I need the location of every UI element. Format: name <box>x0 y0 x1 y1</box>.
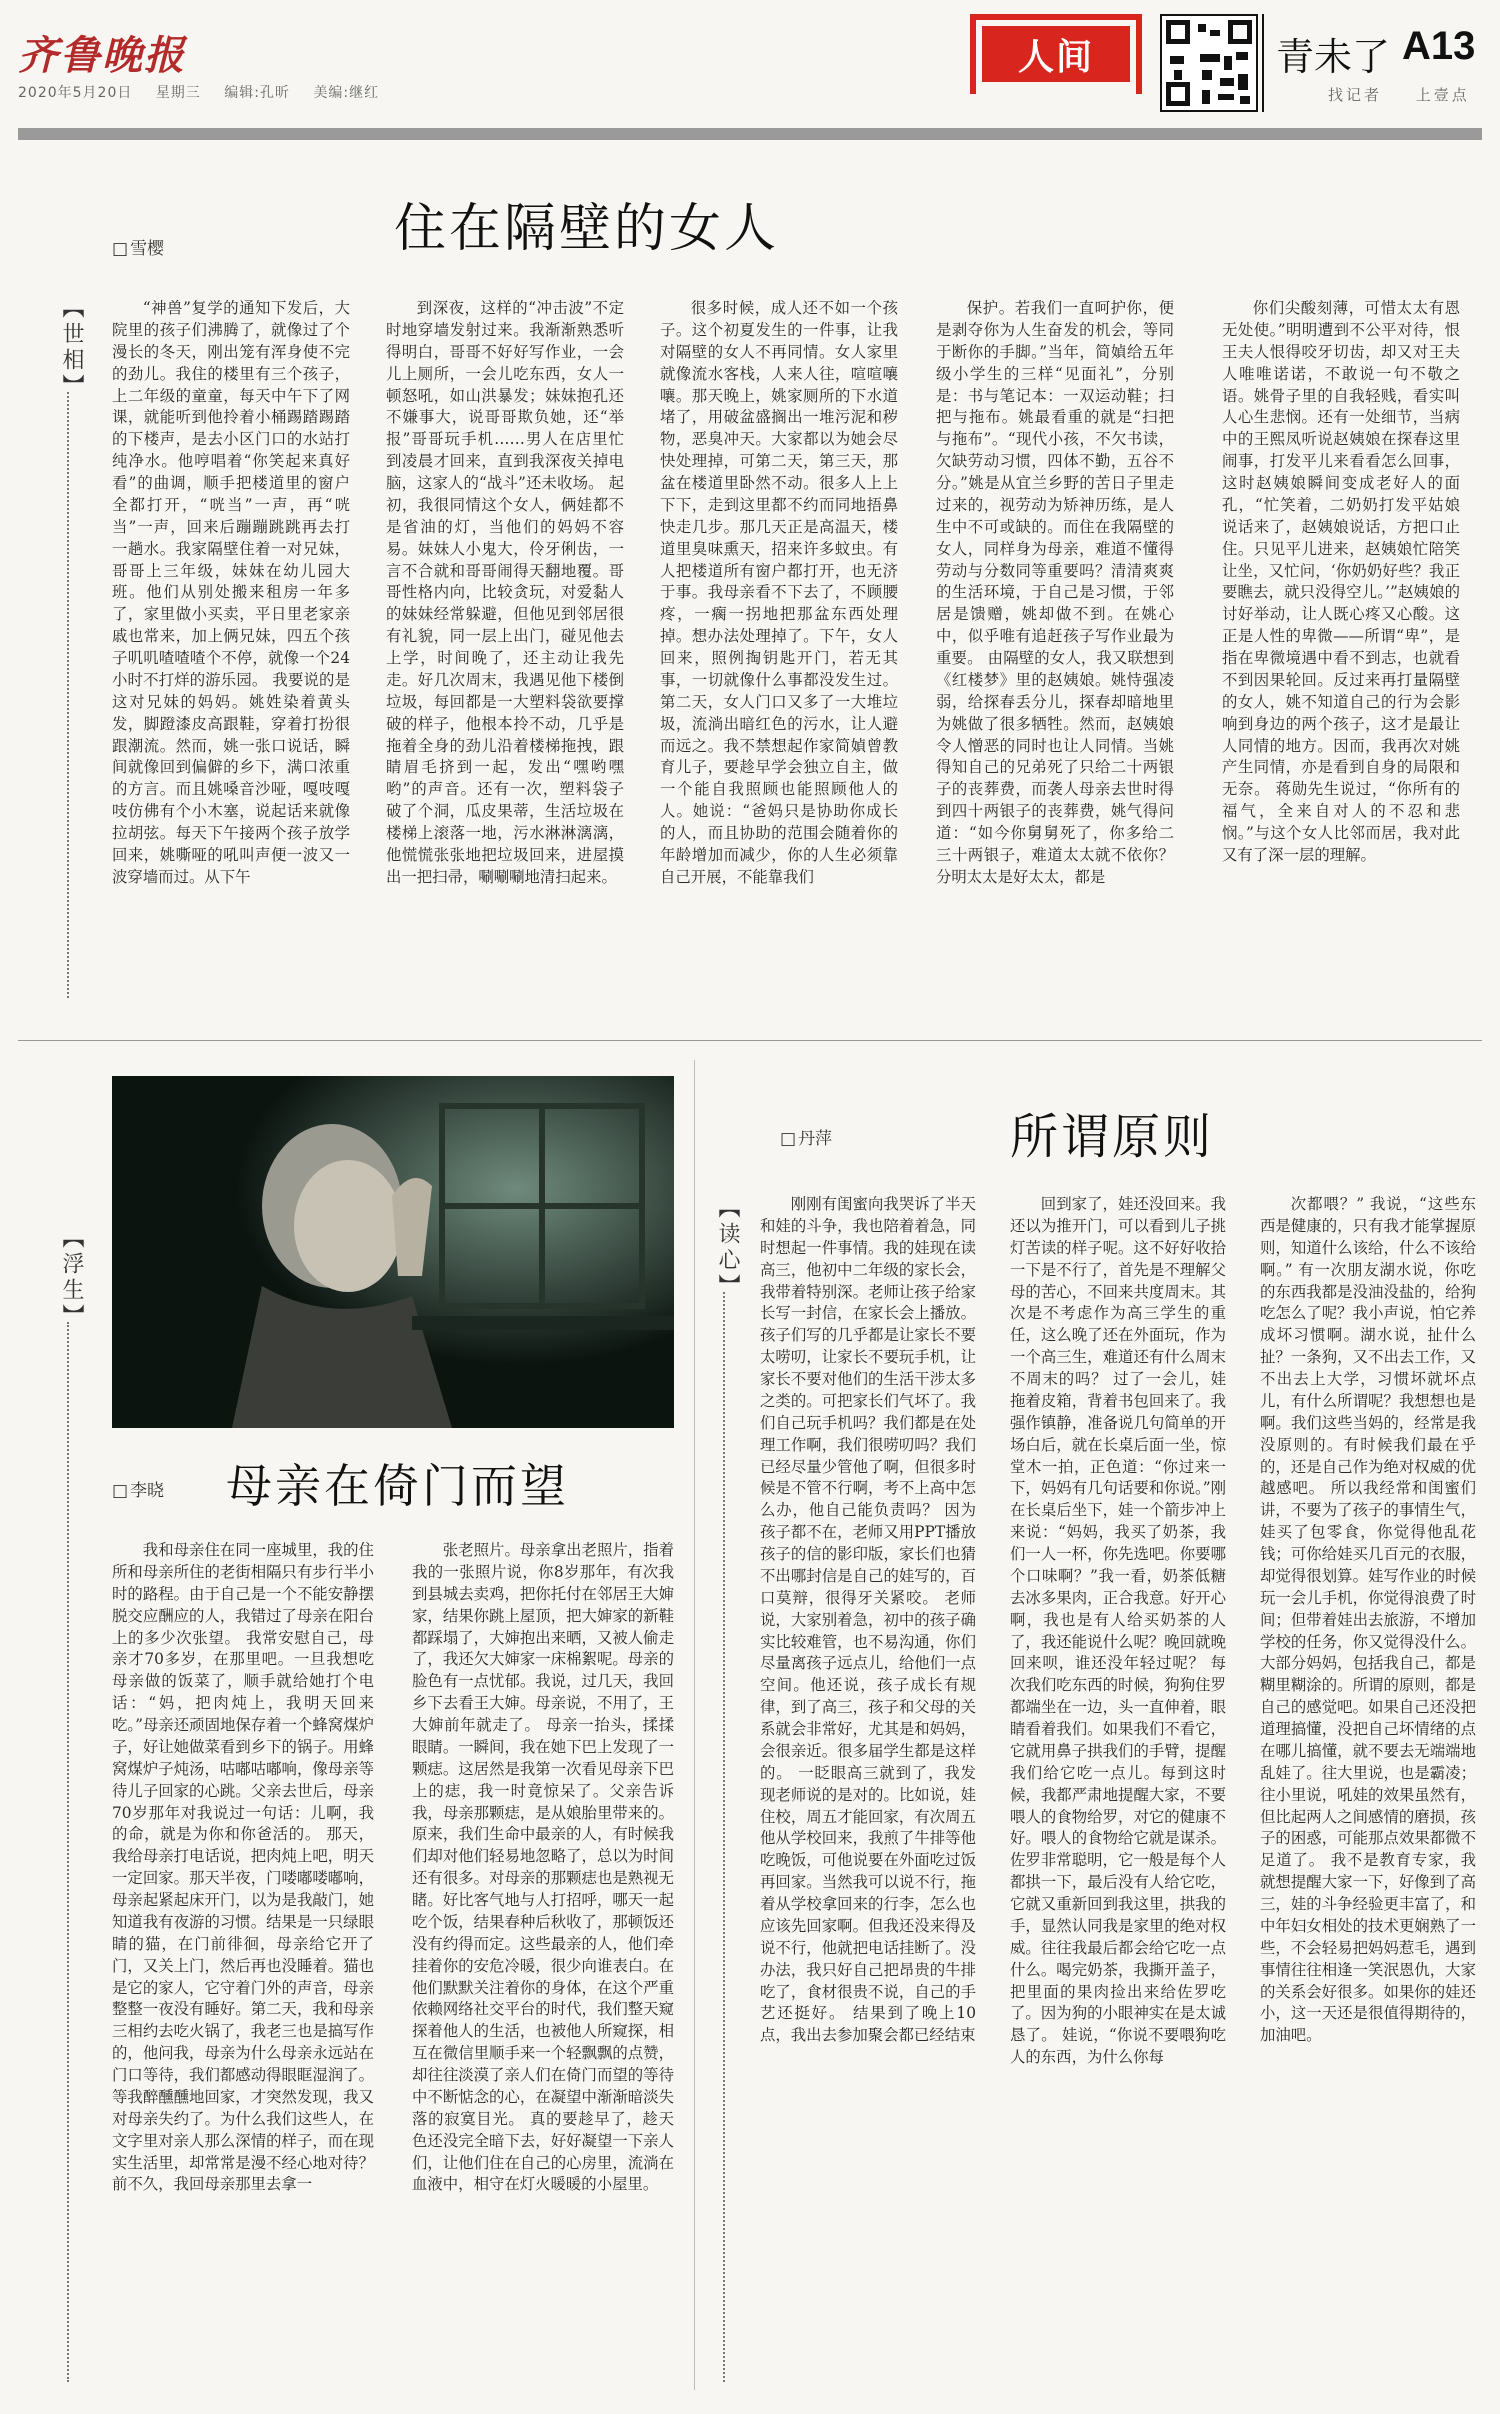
issue-date: 2020年5月20日 <box>18 85 133 101</box>
article3-text: 次都喂？” 我说，“这些东西是健康的，只有我才能掌握原则，知道什么该给，什么不该给啊。” 有一次朋友湖水说，你吃的东西我都是没油没盐的，给狗吃怎么了呢？我小声说，怕它养成坏习惯啊。湖水说，扯什么扯？一条狗，又不出去工作，又不出去上大学，习惯坏就坏点儿，有什么所谓呢？我想想也是啊。我们这些当妈的，经常是我没原则的。有时候我们最在乎的，还是自己作为绝对权威的优越感吧。 所以我经常和闺蜜们讲，不要为了孩子的事情生气，娃买了包零食，你觉得他乱花钱；可你给娃买几百元的衣服，却觉得很划算。娃写作业的时候玩一会儿手机，你觉得浪费了时间；但带着娃出去旅游，不增加学校的任务，你又觉得没什么。 大部分妈妈，包括我自己，都是糊里糊涂的。所谓的原则，都是自己的感觉吧。如果自己还没把道理搞懂，没把自己坏情绪的点在哪儿搞懂，就不要去无端端地乱娃了。往大里说，也是霸凌；往小里说，吼娃的效果虽然有，但比起两人之间感情的磨损，孩子的困惑，可能那点效果都微不足道了。 我不是教育专家，我就想提醒大家一下，好像到了高三，娃的斗争经验更丰富了，和中年妇女相处的技术更娴熟了一些，不会轻易把妈妈惹毛，遇到事情往往相逢一笑泯恩仇，大家的关系会好很多。如果你的娃还小，这一天还是很值得期待的，加油吧。 <box>1260 1195 1476 2045</box>
article3-text: 刚刚有闺蜜向我哭诉了半天和娃的斗争，我也陪着着急，同时想起一件事情。我的娃现在读高三，他初中二年级的家长会，我带着特别深。老师让孩子给家长写一封信，在家长会上播放。孩子们写的几乎都是让家长不要太唠叨，让家长不要玩手机，让家长不要对他们的生活干涉太多之类的。可把家长们气坏了。我们自己玩手机吗？我们都是在处理工作啊，我们很唠叨吗？我们已经尽量少管他了啊，但很多时候是不管不行啊，考不上高中怎么办，他自己能负责吗？ 因为孩子都不在，老师又用PPT播放孩子的信的影印版，家长们也猜不出哪封信是自己的娃写的，百口莫辩，很得牙关紧咬。 老师说，大家别着急，初中的孩子确实比较难管，也不易沟通，你们尽量离孩子远点儿，给他们一点空间。他还说，孩子成长有规律，到了高三，孩子和父母的关系就会非常好，尤其是和妈妈，会很亲近。很多届学生都是这样的。 一眨眼高三就到了，我发现老师说的是对的。比如说，娃住校，周五才能回家，有次周五他从学校回来，我煎了牛排等他吃晚饭，可他说要在外面吃过饭再回家。当然我可以说不行，拖着从学校拿回来的行李，怎么也应该先回家啊。但我还没来得及说不行，他就把电话挂断了。没办法，我只好自己把昂贵的牛排吃了，食材很贵不说，自己的手艺还挺好。 结果到了晚上10点，我出去参加聚会都已经结束 <box>760 1195 976 2045</box>
article2-tag-rule <box>67 1322 69 2382</box>
header-divider <box>1262 14 1264 112</box>
article3-text: 回到家了，娃还没回来。我还以为推开门，可以看到儿子挑灯苦读的样子呢。这不好好收拾一下是不行了，首先是不理解父母的苦心，不回来共度周末。其次是不考虑作为高三学生的重任，这么晚了还在外面玩，作为一个高三生，难道还有什么周末不周末的吗？ 过了一会儿，娃拖着皮箱，背着书包回来了。我强作镇静，准备说几句简单的开场白后，就在长桌后面一坐，惊堂木一拍，正色道：“你过来一下，妈妈有几句话要和你说。”刚在长桌后坐下，娃一个箭步冲上来说：“妈妈，我买了奶茶，我们一人一杯，你先选吧。你要哪个口味啊？”我一看，奶茶低糖去冰多果肉，正合我意。好开心啊，我也是有人给买奶茶的人了，我还能说什么呢？晚回就晚回来呗，谁还没年轻过呢？ 每次我们吃东西的时候，狗狗住罗都端坐在一边，头一直伸着，眼睛看着我们。如果我们不看它，它就用鼻子拱我们的手臂，提醒我们给它吃一点儿。每到这时候，我都严肃地提醒大家，不要喂人的食物给罗，对它的健康不好。喂人的食物给它就是谋杀。佐罗非常聪明，它一般是每个人都拱一下，最后没有人给它吃，它就又重新回到我这里，拱我的手，显然认同我是家里的绝对权威。往往我最后都会给它吃一点什么。喝完奶茶，我撕开盖子，把里面的果肉捡出来给佐罗吃了。因为狗的小眼神实在是太诚恳了。 娃说，“你说不要喂狗吃人的东西，为什么你每 <box>1010 1195 1226 2067</box>
reporter-label: 找记者 <box>1328 86 1383 104</box>
article1-byline: □ 雪樱 <box>112 234 164 259</box>
header-bar <box>18 128 1482 140</box>
article3-title: 所谓原则 <box>1010 1109 1215 1165</box>
newspaper-masthead: 齐鲁晚报 <box>18 32 186 79</box>
article1-text: 到深夜，这样的“冲击波”不定时地穿墙发射过来。我渐渐熟悉听得明白，哥哥不好好写作业，一会儿上厕所，一会儿吃东西，女人一顿怒吼，如山洪暴发；妹妹抱孔还不嫌事大，说哥哥欺负她，还“举报”哥哥玩手机……男人在店里忙到凌晨才回来，直到我深夜关掉电脑，这家人的“战斗”还未收场。 起初，我很同情这个女人，俩娃都不是省油的灯，当他们的妈妈不容易。妹妹人小鬼大，伶牙俐齿，一言不合就和哥哥闹得天翻地覆。哥哥性格内向，比较贪玩，对爱黏人的妹妹经常躲避，但他见到邻居很有礼貌，同一层上出门，碰见他去上学，时间晚了，还主动让我先走。好几次周末，我遇见他下楼倒垃圾，每回都是一大塑料袋欲要撑破的样子，他根本拎不动，几乎是拖着全身的劲儿沿着楼梯拖拽，跟睛眉毛挤到一起，发出“嘿哟嘿哟”的声音。还有一次，塑料袋子破了个洞，瓜皮果蒂，生活垃圾在楼梯上滚落一地，污水淋淋漓漓，他慌慌张张地把垃圾回来，进屋摸出一把扫帚，唰唰唰地清扫起来。 <box>386 299 624 886</box>
article1-column-2 <box>386 298 624 1010</box>
page-name: 青未了 <box>1276 35 1391 79</box>
article1-text: 保护。若我们一直呵护你，便是剥夺你为人生奋发的机会，等同于断你的手脚。”当年，简媜给五年级小学生的三样“见面礼”，分别是：书与笔记本：一双运动鞋；扫把与拖布。姚最看重的就是“扫把与拖布”。“现代小孩，不欠书读，欠缺劳动习惯，四体不勤，五谷不分。”姚是从宜兰乡野的苦日子里走过来的，视劳动为矫神历练，是人生中不可或缺的。而住在我隔壁的女人，同样身为母亲，难道不懂得劳动与分数同等重要吗？清清爽爽的生活环境，于自己是习惯，于邻居是馈赠，姚却做不到。在姚心中，似乎唯有追赶孩子写作业最为重要。 由隔壁的女人，我又联想到《红楼梦》里的赵姨娘。姚恃强凌弱，给探春丢分儿，探春却暗地里为姚做了很多牺牲。然而，赵姨娘令人憎恶的同时也让人同情。当姚得知自己的兄弟死了只给二十两银子的丧葬费，而袭人母亲去世时得到四十两银子的丧葬费，姚气得问道：“如今你舅舅死了，你多给二三十两银子，难道太太就不依你？分明太太是好太太，都是 <box>936 299 1174 886</box>
article2-title: 母亲在倚门而望 <box>226 1459 569 1513</box>
section-tag: 人间 <box>982 26 1130 82</box>
article2-photo <box>112 1076 674 1428</box>
issue-weekday: 星期三 <box>155 85 201 101</box>
article1-tag-rule <box>67 392 69 998</box>
article3-column-3 <box>1260 1194 1476 2390</box>
article2-column-2 <box>412 1540 674 2390</box>
article1-text: 很多时候，成人还不如一个孩子。这个初夏发生的一件事，让我对隔壁的女人不再同情。女人家里就像流水客栈，人来人往，喧喧嚷嚷。那天晚上，姚家厕所的下水道堵了，用破盆盛搁出一堆污泥和秽物，恶臭冲天。大家都以为她会尽快处理掉，可第二天，第三天，那盆在楼道里卧然不动。很多人上上下下，走到这里都不约而同地捂鼻快走几步。那几天正是高温天，楼道里臭味熏天，招来许多蚊虫。有人把楼道所有窗户都打开，也无济于事。我母亲看不下去了，不顾腰疼，一瘸一拐地把那盆东西处理掉。想办法处理掉了。下午，女人回来，照例掏钥匙开门，若无其事，一切就像什么事都没发生过。 第二天，女人门口又多了一大堆垃圾，流淌出暗红色的污水，让人避而远之。我不禁想起作家简媜曾教育儿子，要趁早学会独立自主，做一个能自我照顾也能照顾他人的人。她说：“爸妈只是协助你成长的人，而且协助的范围会随着你的年龄增加而减少，你的人生必须靠自己开展，不能靠我们 <box>660 299 898 886</box>
dateline <box>18 82 397 102</box>
article1-column-4 <box>936 298 1174 1010</box>
article3-byline: □ 丹萍 <box>780 1124 832 1149</box>
article3-column-2 <box>1010 1194 1226 2390</box>
page-number: A13 <box>1402 24 1476 68</box>
article1-column-tag: 【 世相 】 <box>56 296 87 400</box>
article2-text: 张老照片。母亲拿出老照片，指着我的一张照片说，你8岁那年，有次我到县城去卖鸡，把你托付在邻居王大婶家，结果你跳上屋顶，把大婶家的新鞋都踩塌了，大婶抱出来晒，又被人偷走了，我还欠大婶家一床棉絮呢。母亲的脸色有一点忧郁。我说，过几天，我回乡下去看王大婶。母亲说，不用了，王大婶前年就走了。 母亲一抬头，揉揉眼睛。一瞬间，我在她下巴上发现了一颗痣。这居然是我第一次看见母亲下巴上的痣，我一时竟惊呆了。父亲告诉我，母亲那颗痣，是从娘胎里带来的。原来，我们生命中最亲的人，有时候我们却对他们轻易地忽略了，总以为时间还有很多。对母亲的那颗痣也是熟视无睹。好比客气地与人打招呼，哪天一起吃个饭，结果春种后秋收了，那顿饭还没有约得而定。这些最亲的人，他们牵挂着你的安危冷暖，很少向谁表白。在他们默默关注着你的身体，在这个严重依赖网络社交平台的时代，我们整天窥探着他人的生活，也被他人所窥探，相互在微信里顺手来一个轻飘飘的点赞，却往往淡漠了亲人们在倚门而望的等待中不断惦念的心，在凝望中渐渐暗淡失落的寂寞目光。 真的要趁早了，趁天色还没完全暗下去，好好凝望一下亲人们，让他们住在自己的心房里，流淌在血液中，相守在灯火暖暖的小屋里。 <box>412 1541 674 2194</box>
section-divider <box>18 1040 1482 1041</box>
article1-column-3 <box>660 298 898 1010</box>
article1-title: 住在隔壁的女人 <box>394 199 780 259</box>
article1-text: 你们尖酸刻薄，可惜太太有恩无处使。”明明遭到不公平对待，恨王夫人恨得咬牙切齿，却又对王夫人唯唯诺诺，不敢说一句不敬之语。姚骨子里的自我轻贱，看实叫人心生悲悯。还有一处细节，当病中的王熙凤听说赵姨娘在探春这里闹事，打发平儿来看看怎么回事，这时赵姨娘瞬间变成老好人的面孔，“忙笑着，二奶奶打发平姑娘说话来了，赵姨娘说话，方把口止住。只见平儿进来，赵姨娘忙陪笑让坐，又忙问，‘你奶奶好些？我正要瞧去，就只没得空儿。’”赵姨娘的讨好举动，让人既心疼又心酸。这正是人性的卑微——所谓“卑”，是指在卑微境遇中看不到志，也就看不到因果轮回。反过来再打量隔壁的女人，姚不知道自己的行为会影响到身边的两个孩子，这才是最让人同情的地方。因而，我再次对姚产生同情，亦是看到自身的局限和无奈。 蒋勋先生说过，“你所有的福气，全来自对人的不忍和悲悯。”与这个女人比邻而居，我对此又有了深一层的理解。 <box>1222 299 1460 864</box>
article1-text: “神兽”复学的通知下发后，大院里的孩子们沸腾了，就像过了个漫长的冬天，刚出笼有浑身使不完的劲儿。我住的楼里有三个孩子，上二年级的童童，每天中午下了网课，就能听到他拎着小桶踢踏踢踏的下楼声，是去小区门口的水站打纯净水。他哼唱着“你笑起来真好看”的曲调，顺手把楼道里的窗户全都打开，“咣当”一声，再“咣当”一声，回来后蹦蹦跳跳再去打一趟水。我家隔壁住着一对兄妹，哥哥上三年级，妹妹在幼儿园大班。他们从别处搬来租房一年多了，家里做小买卖，平日里老家亲戚也常来，加上俩兄妹，四五个孩子叽叽喳喳喳个不停，就像一个24小时不打烊的游乐园。 我要说的是这对兄妹的妈妈。姚姓染着黄头发，脚蹬漆皮高跟鞋，穿着打扮很跟潮流。然而，姚一张口说话，瞬间就像回到偏僻的乡下，满口浓重的方言。而且姚嗓音沙哑，嘎吱嘎吱仿佛有个小木塞，说起话来就像拉胡弦。每天下午接两个孩子放学回来，姚嘶哑的吼叫声便一波又一波穿墙而过。从下午 <box>112 299 350 886</box>
qr-code-icon[interactable] <box>1160 14 1258 112</box>
article2-text: 我和母亲住在同一座城里，我的住所和母亲所住的老街相隔只有步行半小时的路程。由于自己是一个不能安静摆脱交应酬应的人，我错过了母亲在阳台上的多少次张望。 我常安慰自己，母亲才70多岁，在那里吧。一旦我想吃母亲做的饭菜了，顺手就给她打个电话：“妈，把肉炖上，我明天回来吃。”母亲还顽固地保存着一个蜂窝煤炉子，好让她做菜看到乡下的锅子。用蜂窝煤炉子炖汤，咕嘟咕嘟响，像母亲等待儿子回家的心跳。父亲去世后，母亲70岁那年对我说过一句话：儿啊，我的命，就是为你和你爸活的。 那天，我给母亲打电话说，把肉炖上吧，明天一定回家。那天半夜，门喽嘟喽嘟响，母亲起紧起床开门，以为是我敲门，她知道我有夜游的习惯。结果是一只绿眼睛的猫，在门前徘徊，母亲给它开了门，又关上门，然后再也没睡着。猫也是它的家人，它守着门外的声音，母亲整整一夜没有睡好。第二天，我和母亲三相约去吃火锅了，我老三也是搞写作的，他问我，母亲为什么母亲永远站在门口等待，我们都感动得眼眶湿润了。 等我醉醺醺地回家，才突然发现，我又对母亲失约了。为什么我们这些人，在文字里对亲人那么深情的样子，而在现实生活里，却常常是漫不经心地对待？ 前不久，我回母亲那里去拿一 <box>112 1541 374 2194</box>
article1-column-5 <box>1222 298 1460 1010</box>
designer-credit: 美编:继红 <box>313 85 380 101</box>
reporter-action: 上壹点 <box>1415 86 1470 104</box>
reporter-hotline <box>1302 84 1470 105</box>
article3-tag-rule <box>723 1292 725 2382</box>
article2-column-1 <box>112 1540 374 2390</box>
article-divider <box>694 1060 695 2390</box>
article2-byline: □ 李晓 <box>112 1476 164 1501</box>
article3-column-1 <box>760 1194 976 2390</box>
article1-column-1 <box>112 298 350 1010</box>
editor-credit: 编辑:孔昕 <box>224 85 290 101</box>
article3-column-tag: 【 读心 】 <box>712 1196 743 1300</box>
elderly-woman-by-window-image <box>112 1076 674 1428</box>
article2-column-tag: 【 浮生 】 <box>56 1226 87 1330</box>
